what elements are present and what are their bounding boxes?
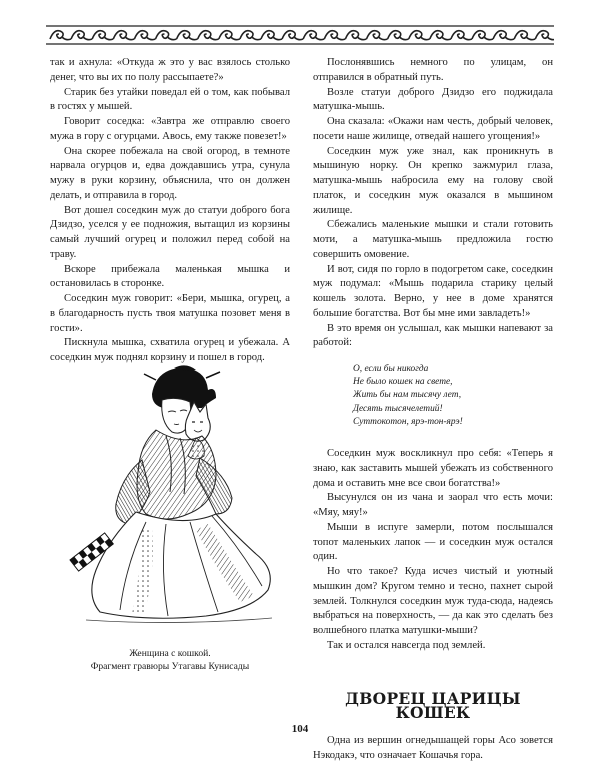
wave-ornament xyxy=(92,31,113,40)
page-number: 104 xyxy=(291,723,309,735)
wave-ornament xyxy=(113,31,134,40)
paragraph: Вскоре прибежала маленькая мышка и остановилась в сторонке. xyxy=(50,263,290,290)
wave-ornament xyxy=(240,31,261,40)
paragraph: Соседкин муж уже знал, как проникнуть в мышиную норку. Он крепко зажмурил глаза, матушка-мышь набросила ему на голову свой платок, и соседкин муж оказался в мышином жилище. xyxy=(313,145,553,216)
poem-line: Не было кошек на свете, xyxy=(353,377,453,388)
woman-with-cat-illustration xyxy=(56,364,288,626)
wave-ornament xyxy=(71,31,92,40)
wave-ornament xyxy=(303,31,324,40)
paragraph: Пискнула мышка, схватила огурец и убежала. А соседкин муж поднял корзину и пошел в город. xyxy=(50,337,290,363)
paragraph: Послонявшись немного по улицам, он отправился в обратный путь. xyxy=(313,57,553,83)
paragraph: В это время он услышал, как мышки напевают за работой: xyxy=(313,322,553,349)
wave-ornament xyxy=(493,31,514,40)
wave-ornament xyxy=(472,31,493,40)
wave-ornament xyxy=(388,31,409,40)
paragraph: Так и остался навсегда под землей. xyxy=(327,639,486,651)
wave-ornament xyxy=(514,31,535,40)
poem-line: Суттокотон, ярэ-тон-ярэ! xyxy=(353,416,463,427)
wave-ornament xyxy=(430,31,451,40)
wave-ornament xyxy=(219,31,240,40)
wave-ornament xyxy=(409,31,430,40)
left-text-column xyxy=(50,56,290,366)
paragraph: Она скорее побежала на свой огород, в темноте нарвала огурцов и, едва дождавшись утра, сунула мужу в руки корзину, объяснила, что он должен делать, и отправила в город. xyxy=(50,145,290,201)
wave-ornament xyxy=(134,31,155,40)
wave-ornament xyxy=(282,31,303,40)
decorative-wave-border xyxy=(46,24,554,46)
wave-ornament xyxy=(451,31,472,40)
poem xyxy=(353,363,553,429)
paragraph: Возле статуи доброго Дзидзо его поджидала матушка-мышь. xyxy=(313,86,553,113)
paragraph: Одна из вершин огнедышащей горы Асо зовется Нэкодакэ, что означает Кошачья гора. xyxy=(313,735,553,761)
wave-ornament xyxy=(156,31,177,40)
wave-ornament xyxy=(345,31,366,40)
illustration-caption xyxy=(50,647,290,673)
paragraph: Соседкин муж воскликнул про себя: «Теперь я знаю, как заставить мышей убежать из собственного дома и оставить мне все свои богатства!» xyxy=(313,448,553,489)
paragraph: Сбежались маленькие мышки и стали готовить моти, а матушка-мышь предложила гостю совершить омовение. xyxy=(313,219,553,260)
paragraph: Она сказала: «Окажи нам честь, добрый человек, посети наше жилище, отведай нашего угощения!» xyxy=(313,116,553,142)
right-text-column xyxy=(313,56,553,764)
wave-ornament xyxy=(324,31,345,40)
caption-line: Фрагмент гравюры Утагавы Кунисады xyxy=(90,661,250,672)
kimono-lower xyxy=(92,512,270,618)
paragraph: Соседкин муж говорит: «Бери, мышка, огурец, а в благодарность пусть твоя матушка позовет меня в гости». xyxy=(50,293,290,334)
poem-line: Десять тысячелетий! xyxy=(353,403,443,414)
paragraph: Говорит соседка: «Завтра же отправлю своего мужа в гору с огурцами. Авось, ему также повезет!» xyxy=(50,116,290,142)
paragraph: Старик без утайки поведал ей о том, как побывал в гостях у мышей. xyxy=(50,86,290,113)
poem-line: Жить бы нам тысячу лет, xyxy=(353,390,462,401)
wave-ornament xyxy=(261,31,282,40)
wave-ornament xyxy=(50,31,71,40)
wave-ornament xyxy=(535,31,554,40)
paragraph: Высунулся он из чана и заорал что есть мочи: «Мяу, мяу!» xyxy=(313,492,553,519)
paragraph: Вот дошел соседкин муж до статуи доброго бога Дзидзо, уселся у ее подножия, вытащил из корзины самый лучший огурец и положил перед собой на траву. xyxy=(50,204,290,260)
paragraph: И вот, сидя по горло в подогретом саке, соседкин муж подумал: «Мышь подарила старику целый кошель золота. Верно, у нее в доме хранятся большие богатства. Вот бы мне ими завладеть!» xyxy=(313,263,553,319)
caption-line: Женщина с кошкой. xyxy=(129,648,211,659)
paragraph: Мыши в испуге замерли, потом послышался топот маленьких лапок — и соседкин муж остался один. xyxy=(313,521,553,563)
paragraph: Но что такое? Куда исчез чистый и уютный мышкин дом? Кругом темно и тесно, пахнет сырой землей. Толкнулся соседкин муж туда-сюда, надеясь выбраться на поверхность, — да как это сделать без волшебного платка матушки-мыши? xyxy=(313,566,553,637)
wave-ornament xyxy=(177,31,198,40)
chapter-heading: ДВОРЕЦ ЦАРИЦЫ КОШЕК xyxy=(345,688,521,723)
poem-line: О, если бы никогда xyxy=(353,364,429,374)
paragraph: так и ахнула: «Откуда ж это у вас взялось столько денег, что вы их по полу рассыпаете?» xyxy=(50,57,290,83)
wave-ornament xyxy=(198,31,219,40)
wave-ornament xyxy=(367,31,388,40)
